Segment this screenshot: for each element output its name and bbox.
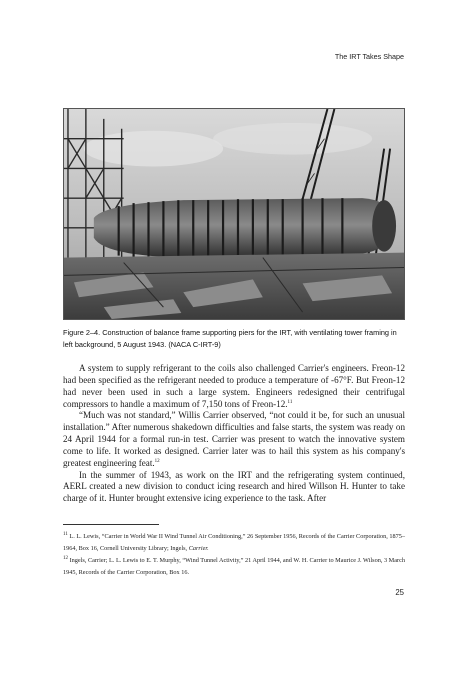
footnote-ref: 11 <box>287 399 293 405</box>
page-number: 25 <box>395 588 404 597</box>
footnote-divider <box>63 524 159 525</box>
footnote <box>63 531 405 555</box>
footnote-mark: 11 <box>63 531 68 537</box>
construction-photo <box>63 108 405 320</box>
footnote <box>63 555 405 579</box>
paragraph-text: “Much was not standard,” Willis Carrier observed, “not could it be, for such an unusual installation.” After numerous shakedown difficulties and false starts, the system was ready on 24 April 1944 for a formal run-in test. Carrier was present to watch the innovative system come to life. It worked as designed. Carrier later was to hail this system as his company's greatest engineering feat. <box>63 410 405 468</box>
paragraph <box>63 470 405 506</box>
running-head: The IRT Takes Shape <box>334 52 404 61</box>
footnote-text: Ingels, Carrier; L. L. Lewis to E. T. Murphy, “Wind Tunnel Activity,” 21 April 1944, and W. H. Carrier to Maurice J. Wilson, 3 March 1945, Records of the Carrier Corporation, Box 16. <box>63 556 405 576</box>
footnotes <box>63 531 405 579</box>
footnote-emphasis: Carrier. <box>188 544 209 552</box>
paragraph <box>63 363 405 410</box>
paragraph-text: A system to supply refrigerant to the coils also challenged Carrier's engineers. Freon-12 had been specified as the refrigerant needed to produce a temperature of -67°F. But Freon-12 had never been used in such a large system. Engineers redesigned their centrifugal compressors to handle a maximum of 7,150 tons of Freon-12. <box>63 363 405 409</box>
paragraph <box>63 410 405 469</box>
footnote-ref: 12 <box>154 458 160 464</box>
paragraph-text: In the summer of 1943, as work on the IRT and the refrigerating system continued, AERL created a new division to conduct icing research and hired Willson H. Hunter to take charge of it. Hunter brought extensive icing experience to the task. After <box>63 469 405 504</box>
figure-caption: Figure 2–4. Construction of balance frame supporting piers for the IRT, with ventilating tower framing in left background, 5 August 1943. (NACA C-IRT-9) <box>63 328 397 349</box>
footnote-mark: 12 <box>63 555 68 561</box>
body-text <box>63 363 405 505</box>
footnote-text: L. L. Lewis, “Carrier in World War II Wind Tunnel Air Conditioning,” 26 September 1956, Records of the Carrier Corporation, 1875–1964, Box 16, Cornell University Library; Ingels, <box>63 533 406 552</box>
